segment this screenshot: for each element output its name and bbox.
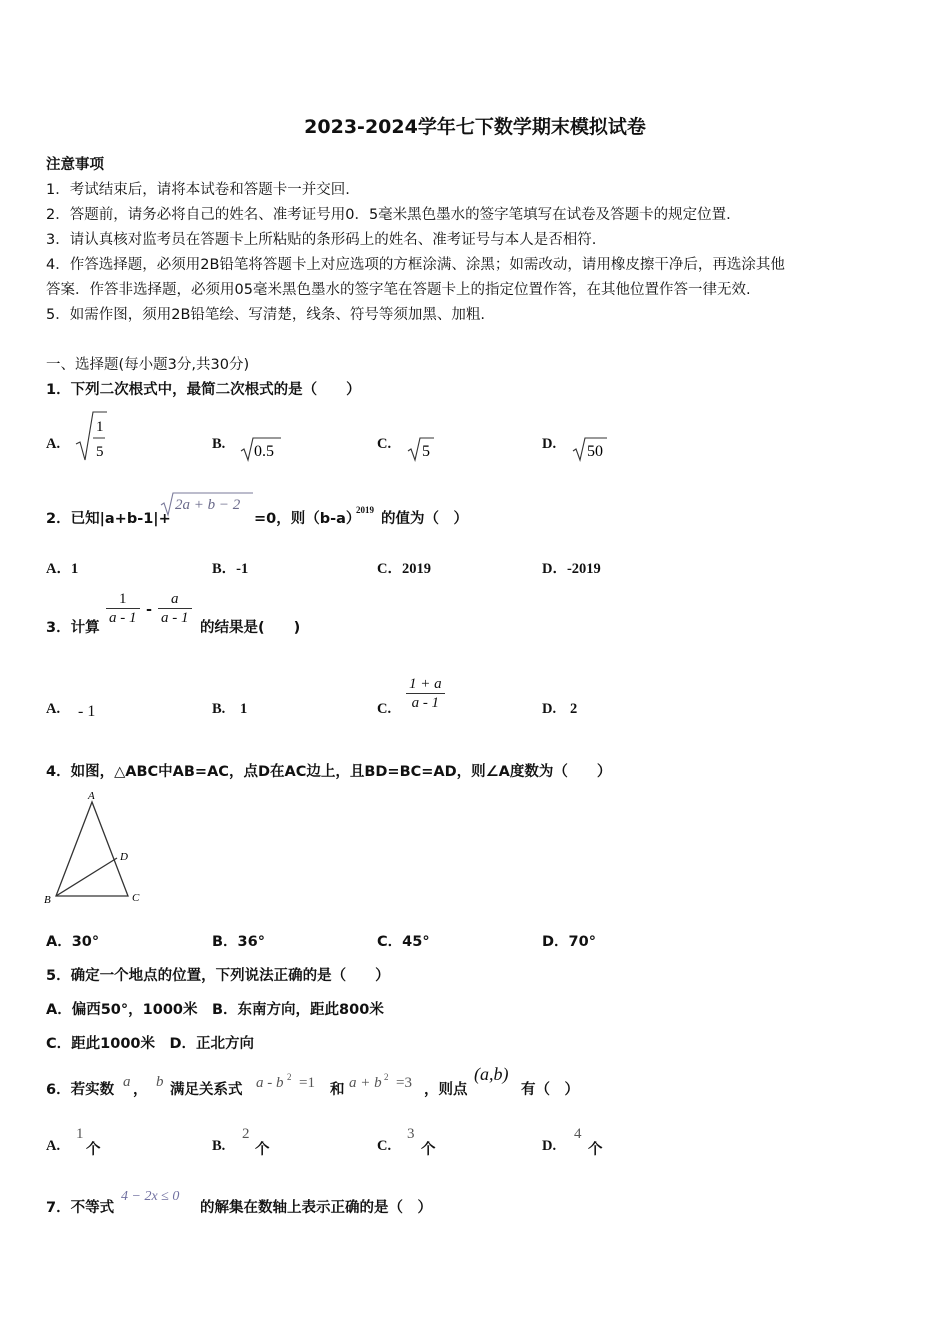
q3-option-c-fraction bbox=[406, 675, 445, 712]
q6-square-2: 2 bbox=[384, 1072, 389, 1082]
q3-option-c-label: C. bbox=[377, 701, 392, 717]
q1-a-den: 5 bbox=[96, 444, 104, 460]
vertex-d-label: D bbox=[120, 851, 128, 863]
q1-d-radicand: 50 bbox=[587, 443, 603, 460]
q6-option-b-unit: 个 bbox=[255, 1142, 270, 1158]
q1-a-num: 1 bbox=[96, 419, 104, 435]
vertex-b-label: B bbox=[44, 894, 51, 906]
notice-item: 4．作答选择题，必须用2B铅笔将答题卡上对应选项的方框涂满、涂黑；如需改动，请用橡皮擦干净后，再选涂其他 bbox=[46, 257, 785, 273]
q7-stem-suffix: 的解集在数轴上表示正确的是（ ） bbox=[200, 1200, 432, 1216]
q3-fraction-1 bbox=[106, 590, 140, 627]
notice-item: 3．请认真核对监考员在答题卡上所粘贴的条形码上的姓名、准考证号与本人是否相符. bbox=[46, 232, 597, 248]
q6-option-c-label: C. bbox=[377, 1138, 392, 1154]
q2-option-c: C．2019 bbox=[377, 561, 431, 577]
q3-c-num: 1 + a bbox=[409, 676, 442, 692]
q2-stem-middle: =0，则（b-a） bbox=[254, 511, 361, 527]
q6-option-c-number: 3 bbox=[407, 1126, 415, 1142]
q4-option-b: B．36° bbox=[212, 934, 265, 950]
q2-option-d: D．-2019 bbox=[542, 561, 601, 577]
q6-option-d-unit: 个 bbox=[588, 1142, 603, 1158]
q6-and: 和 bbox=[330, 1082, 345, 1098]
q6-option-c-unit: 个 bbox=[421, 1142, 436, 1158]
q5-options-line-2: C．距此1000米 D．正北方向 bbox=[46, 1036, 255, 1052]
q2-radicand: 2a + b − 2 bbox=[175, 497, 241, 513]
q1-option-a-sqrt bbox=[74, 410, 108, 464]
q4-option-d: D．70° bbox=[542, 934, 596, 950]
q2-exponent: 2019 bbox=[356, 505, 374, 515]
q3-f2-num: a bbox=[171, 591, 179, 607]
q5-options-line-1: A．偏西50°，1000米 B．东南方向，距此800米 bbox=[46, 1002, 384, 1018]
q6-comma: ， bbox=[133, 1082, 148, 1098]
q3-option-d-label: D. bbox=[542, 701, 557, 717]
q3-minus-sign: - bbox=[146, 602, 153, 618]
q2-option-a: A．1 bbox=[46, 561, 79, 577]
q1-b-radicand: 0.5 bbox=[254, 443, 274, 460]
q2-sqrt-expression bbox=[160, 491, 254, 517]
q1-option-d-label: D. bbox=[542, 436, 557, 452]
q6-stem-suffix: 有（ ） bbox=[521, 1082, 579, 1098]
vertex-c-label: C bbox=[132, 892, 140, 904]
notice-heading: 注意事项 bbox=[46, 157, 104, 173]
q6-stem-mid-1: 满足关系式 bbox=[170, 1082, 243, 1098]
q6-equation-1: a - b bbox=[256, 1075, 284, 1091]
q7-inequality: 4 − 2x ≤ 0 bbox=[121, 1189, 180, 1204]
q6-stem-mid-2: ，则点 bbox=[424, 1082, 468, 1098]
q3-c-den: a - 1 bbox=[406, 693, 445, 712]
q1-option-d-sqrt bbox=[572, 436, 608, 462]
q3-option-a-label: A. bbox=[46, 701, 61, 717]
q3-option-a-value: - 1 bbox=[78, 703, 96, 720]
q6-stem-prefix: 6．若实数 bbox=[46, 1082, 115, 1098]
q6-square-1: 2 bbox=[287, 1072, 292, 1082]
q6-point: (a,b) bbox=[474, 1064, 509, 1084]
q2-stem-suffix: 的值为（ ） bbox=[381, 511, 468, 527]
q6-option-a-unit: 个 bbox=[86, 1142, 101, 1158]
question-1-stem: 1．下列二次根式中，最简二次根式的是（ ） bbox=[46, 382, 361, 398]
q3-f1-num: 1 bbox=[119, 591, 127, 607]
q3-option-b-value: 1 bbox=[240, 701, 248, 717]
q1-option-b-label: B. bbox=[212, 436, 226, 452]
q3-fraction-2 bbox=[158, 590, 192, 627]
q3-option-d-value: 2 bbox=[570, 701, 578, 717]
vertex-a-label: A bbox=[88, 790, 95, 802]
notice-item: 5．如需作图，须用2B铅笔绘、写清楚，线条、符号等须加黑、加粗. bbox=[46, 307, 486, 323]
q6-var-b: b bbox=[156, 1074, 164, 1090]
q4-triangle-figure bbox=[40, 788, 150, 910]
section-heading: 一、选择题(每小题3分,共30分) bbox=[46, 357, 250, 373]
q2-option-b: B．-1 bbox=[212, 561, 249, 577]
q6-option-a-number: 1 bbox=[76, 1126, 84, 1142]
q6-equation-2-rhs: =3 bbox=[396, 1075, 412, 1091]
page-title: 2023-2024学年七下数学期末模拟试卷 bbox=[304, 116, 646, 138]
q6-option-d-number: 4 bbox=[574, 1126, 582, 1142]
question-5-stem: 5．确定一个地点的位置，下列说法正确的是（ ） bbox=[46, 968, 390, 984]
question-4-stem: 4．如图，△ABC中AB=AC，点D在AC边上，且BD=BC=AD，则∠A度数为（ ） bbox=[46, 764, 612, 780]
q1-option-c-sqrt bbox=[407, 436, 435, 462]
q3-option-b-label: B. bbox=[212, 701, 226, 717]
q4-option-a: A．30° bbox=[46, 934, 100, 950]
q6-option-d-label: D. bbox=[542, 1138, 557, 1154]
notice-item: 1．考试结束后，请将本试卷和答题卡一并交回. bbox=[46, 182, 350, 198]
q2-stem-prefix: 2．已知|a+b-1|+ bbox=[46, 511, 171, 527]
q1-option-a-label: A. bbox=[46, 436, 61, 452]
q1-option-c-label: C. bbox=[377, 436, 392, 452]
q6-option-b-number: 2 bbox=[242, 1126, 250, 1142]
q4-option-c: C．45° bbox=[377, 934, 430, 950]
q1-c-radicand: 5 bbox=[422, 443, 430, 460]
q3-f1-den: a - 1 bbox=[106, 608, 140, 627]
q6-equation-2: a + b bbox=[349, 1075, 382, 1091]
q7-stem-prefix: 7．不等式 bbox=[46, 1200, 115, 1216]
notice-item: 2．答题前，请务必将自己的姓名、准考证号用0．5毫米黑色墨水的签字笔填写在试卷及答题卡的规定位置. bbox=[46, 207, 731, 223]
q3-stem-suffix: 的结果是( ) bbox=[200, 620, 301, 636]
q3-f2-den: a - 1 bbox=[158, 608, 192, 627]
q3-stem-prefix: 3．计算 bbox=[46, 620, 100, 636]
q6-var-a: a bbox=[123, 1074, 131, 1090]
q6-option-a-label: A. bbox=[46, 1138, 61, 1154]
notice-item: 答案．作答非选择题，必须用05毫米黑色墨水的签字笔在答题卡上的指定位置作答，在其他位置作答一律无效. bbox=[46, 282, 751, 298]
q1-option-b-sqrt bbox=[240, 436, 282, 462]
q6-equation-1-rhs: =1 bbox=[299, 1075, 315, 1091]
q6-option-b-label: B. bbox=[212, 1138, 226, 1154]
